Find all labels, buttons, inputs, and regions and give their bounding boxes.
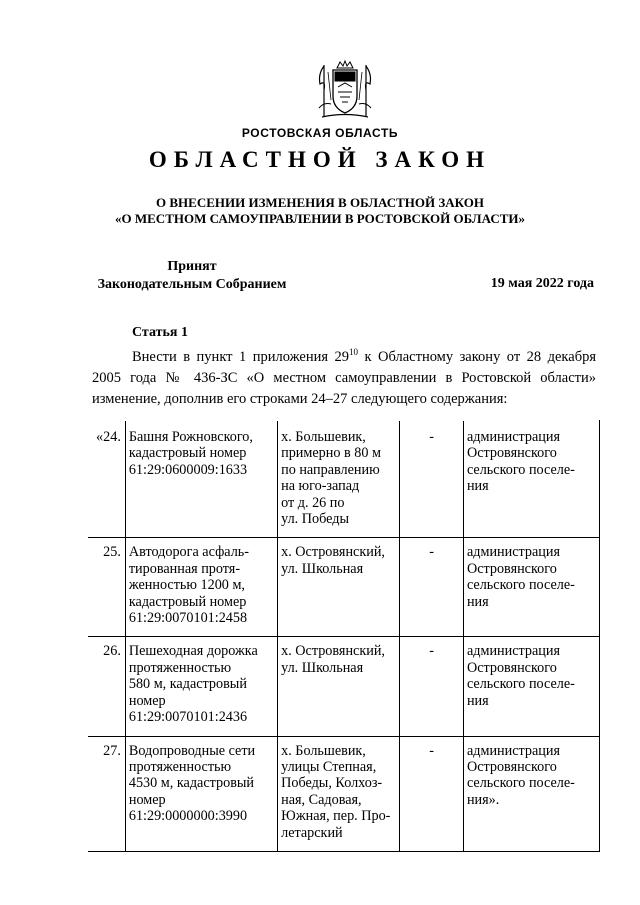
- object-address-line: на юго-запад: [281, 478, 360, 495]
- object-name-line: тированная протя-: [128, 560, 241, 577]
- amendment-table: [88, 420, 600, 852]
- object-address: [278, 421, 400, 538]
- object-name-line: 61:29:0070101:2436: [128, 709, 248, 726]
- owner-name: [463, 637, 599, 736]
- table-row: [88, 421, 600, 538]
- owner-name-line: администрация: [466, 429, 560, 445]
- object-name: [125, 736, 277, 851]
- owner-name-line: сельского поселе-: [466, 461, 575, 478]
- owner-name-line: Островянского: [466, 659, 557, 676]
- object-name: [125, 421, 277, 538]
- owner-name-line: администрация: [466, 643, 560, 660]
- owner-name: [463, 736, 599, 851]
- article-text: [92, 347, 596, 410]
- article-text-start: Внести в пункт 1 приложения 29: [132, 349, 350, 365]
- table-row: [88, 538, 600, 637]
- owner-name-line: ния: [466, 478, 489, 495]
- table-row: [88, 637, 600, 736]
- object-name-line: протяженностью: [128, 659, 232, 676]
- object-address-line: х. Островянский,: [281, 544, 385, 561]
- object-address-line: х. Большевик,: [281, 429, 366, 445]
- object-name-line: Пешеходная дорожка: [128, 643, 258, 660]
- object-address-line: ул. Победы: [281, 511, 349, 528]
- object-name-line: Водопроводные сети: [128, 742, 256, 759]
- row-number: «24.: [88, 421, 125, 538]
- owner-name-line: ния: [466, 692, 489, 709]
- object-address-line: ул. Школьная: [281, 659, 364, 676]
- object-name-line: 61:29:0000000:3990: [128, 808, 248, 825]
- annex-superscript: 10: [349, 347, 359, 358]
- owner-name-line: ния».: [466, 791, 500, 808]
- owner-name: [463, 538, 599, 637]
- object-address: [278, 736, 400, 851]
- dash-cell: -: [400, 736, 464, 851]
- object-address-line: х. Большевик,: [281, 742, 366, 759]
- object-name-line: номер: [128, 692, 166, 709]
- object-address-line: х. Островянский,: [281, 643, 385, 660]
- owner-name-line: Островянского: [466, 560, 557, 577]
- object-address-line: ул. Школьная: [281, 560, 364, 577]
- object-address-line: Победы, Колхоз-: [281, 775, 383, 792]
- coat-of-arms-emblem: [316, 60, 374, 120]
- object-name: [125, 637, 277, 736]
- crown-icon: [337, 61, 353, 68]
- object-address-line: летарский: [281, 824, 343, 841]
- table-row: [88, 736, 600, 851]
- object-name-line: номер: [128, 791, 166, 808]
- adoption-date: 19 мая 2022 года: [490, 276, 594, 291]
- owner-name-line: администрация: [466, 544, 560, 561]
- subtitle-line-2: «О МЕСТНОМ САМОУПРАВЛЕНИИ В РОСТОВСКОЙ ОБЛАСТИ»: [115, 211, 525, 226]
- adopted-by: Законодательным Собранием: [97, 277, 287, 292]
- adopted-label: Принят: [167, 259, 217, 274]
- article-heading: Статья 1: [132, 325, 188, 340]
- owner-name-line: Островянского: [466, 445, 557, 462]
- owner-name-line: сельского поселе-: [466, 775, 575, 792]
- adoption-block: [92, 258, 292, 294]
- dash-cell: -: [400, 637, 464, 736]
- region-name: РОСТОВСКАЯ ОБЛАСТЬ: [241, 126, 399, 140]
- object-address: [278, 637, 400, 736]
- row-number: 27.: [88, 736, 125, 851]
- subtitle-line-1: О ВНЕСЕНИИ ИЗМЕНЕНИЯ В ОБЛАСТНОЙ ЗАКОН: [156, 195, 484, 210]
- object-name-line: женностью 1200 м,: [128, 577, 245, 594]
- object-address-line: от д. 26 по: [281, 494, 345, 511]
- object-name-line: Автодорога асфаль-: [128, 544, 249, 561]
- law-subtitle: [0, 195, 640, 227]
- object-name-line: протяженностью: [128, 758, 232, 775]
- owner-name-line: Островянского: [466, 758, 557, 775]
- object-name-line: кадастровый номер: [128, 593, 247, 610]
- law-title: ОБЛАСТНОЙ ЗАКОН: [148, 147, 492, 172]
- owner-name-line: ния: [466, 593, 489, 610]
- object-address-line: примерно в 80 м: [281, 445, 381, 462]
- article-text-end: к Областному закону от 28 декабря 2005 года № 436-ЗС «О местном самоуправлении в Ростовской области» изменение, дополнив его строками 24–27 следующего содержания:: [92, 349, 596, 407]
- dash-cell: -: [400, 421, 464, 538]
- object-name-line: кадастровый номер: [128, 445, 247, 462]
- object-name-line: 61:29:0070101:2458: [128, 610, 248, 627]
- owner-name-line: сельского поселе-: [466, 577, 575, 594]
- object-name-line: 61:29:0600009:1633: [128, 461, 248, 478]
- object-address: [278, 538, 400, 637]
- dash-cell: -: [400, 538, 464, 637]
- object-address-line: улицы Степная,: [281, 758, 377, 775]
- row-number: 26.: [88, 637, 125, 736]
- object-name-line: Башня Рожновского,: [128, 429, 253, 445]
- owner-name-line: администрация: [466, 742, 560, 759]
- object-address-line: ная, Садовая,: [281, 791, 362, 808]
- owner-name-line: сельского поселе-: [466, 676, 575, 693]
- flag-right-icon: [366, 65, 371, 116]
- row-number: 25.: [88, 538, 125, 637]
- object-name-line: 580 м, кадастровый: [128, 676, 247, 693]
- object-address-line: по направлению: [281, 461, 380, 478]
- object-name-line: 4530 м, кадастровый: [128, 775, 255, 792]
- owner-name: [463, 421, 599, 538]
- object-address-line: Южная, пер. Про-: [281, 808, 391, 825]
- flag-left-icon: [320, 65, 325, 116]
- object-name: [125, 538, 277, 637]
